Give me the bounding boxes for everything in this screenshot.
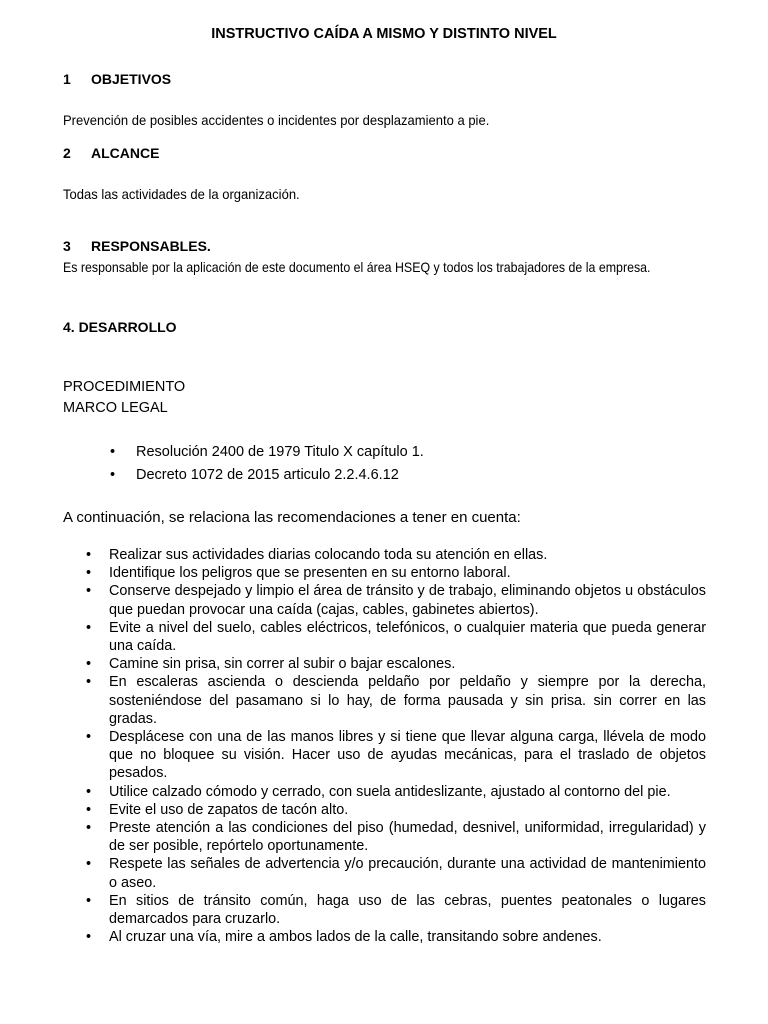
bullet-icon: •: [86, 656, 92, 673]
recommendation-text: Evite el uso de zapatos de tacón alto.: [109, 801, 349, 818]
document-title: INSTRUCTIVO CAÍDA A MISMO Y DISTINTO NIVEL: [211, 26, 557, 42]
list-item: [86, 783, 706, 801]
list-item: [86, 619, 706, 655]
section-heading-objetivos: [63, 71, 171, 87]
bullet-icon: •: [86, 583, 92, 600]
section-heading-alcance: [63, 145, 159, 161]
bullet-icon: •: [110, 444, 116, 460]
list-item: [86, 728, 706, 783]
recommendation-text: En sitios de tránsito común, haga uso de las cebras, puentes peatonales o lugares demarcados para cruzarlo.: [109, 892, 706, 928]
section-text-alcance: Todas las actividades de la organización.: [63, 186, 300, 202]
list-item: [110, 465, 424, 488]
section-number: 2: [63, 145, 71, 161]
bullet-icon: •: [86, 619, 92, 636]
bullet-icon: •: [86, 892, 92, 909]
recommendation-text: Utilice calzado cómodo y cerrado, con suela antideslizante, ajustado al contorno del pie.: [109, 783, 671, 800]
recommendation-text: Preste atención a las condiciones del piso (humedad, desnivel, uniformidad, irregularidad) y de ser posible, repórtelo oportunamente.: [109, 820, 706, 855]
recommendation-text: Camine sin prisa, sin correr al subir o bajar escalones.: [109, 656, 456, 673]
recommendation-text: Al cruzar una vía, mire a ambos lados de la calle, transitando sobre andenes.: [109, 929, 602, 946]
legal-item-text: Resolución 2400 de 1979 Titulo X capítulo 1.: [136, 444, 424, 460]
bullet-icon: •: [86, 929, 92, 946]
marco-legal-label: MARCO LEGAL: [63, 400, 168, 416]
bullet-icon: •: [86, 801, 92, 818]
recommendation-text: Realizar sus actividades diarias colocando toda su atención en ellas.: [109, 547, 548, 563]
section-title: RESPONSABLES.: [91, 238, 211, 254]
list-item: [86, 819, 706, 855]
recommendation-text: Identifique los peligros que se presenten en su entorno laboral.: [109, 565, 511, 582]
bullet-icon: •: [110, 467, 116, 483]
section-title: ALCANCE: [91, 145, 160, 161]
bullet-icon: •: [86, 783, 92, 800]
list-item: [86, 928, 706, 946]
bullet-icon: •: [86, 565, 92, 582]
section-heading-desarrollo: 4. DESARROLLO: [63, 319, 177, 335]
recommendation-text: Desplácese con una de las manos libres y si tiene que llevar alguna carga, llévela de modo que no bloquee su visión. Hacer uso de ayudas mecánicas, para el traslado de objetos pesados.: [109, 729, 706, 782]
bullet-icon: •: [86, 856, 92, 873]
bullet-icon: •: [86, 820, 92, 837]
list-item: [86, 564, 706, 582]
list-item: [86, 582, 706, 618]
bullet-icon: •: [86, 674, 92, 691]
section-text-objetivos: Prevención de posibles accidentes o incidentes por desplazamiento a pie.: [63, 112, 490, 128]
legal-references-list: [110, 442, 424, 488]
list-item: [86, 655, 706, 673]
list-item: [86, 673, 706, 728]
list-item: [110, 442, 424, 465]
list-item: [86, 546, 706, 564]
recommendation-text: Conserve despejado y limpio el área de tránsito y de trabajo, eliminando objetos u obstáculos que puedan provocar una caída (cajas, cables, gabinetes abiertos).: [109, 583, 706, 618]
recommendations-list: [86, 546, 706, 946]
list-item: [86, 892, 706, 928]
section-heading-responsables: [63, 238, 211, 254]
bullet-icon: •: [86, 729, 92, 746]
recommendation-text: Respete las señales de advertencia y/o precaución, durante una actividad de mantenimiento o aseo.: [109, 856, 706, 891]
legal-item-text: Decreto 1072 de 2015 articulo 2.2.4.6.12: [136, 467, 399, 483]
recommendation-text: Evite a nivel del suelo, cables eléctricos, telefónicos, o cualquier materia que pueda generar una caída.: [109, 619, 706, 655]
recommendations-intro: A continuación, se relaciona las recomendaciones a tener en cuenta:: [63, 509, 521, 526]
list-item: [86, 855, 706, 891]
procedimiento-label: PROCEDIMIENTO: [63, 379, 186, 395]
section-number: 3: [63, 238, 71, 254]
section-number: 1: [63, 71, 71, 87]
section-title: OBJETIVOS: [91, 71, 172, 87]
bullet-icon: •: [86, 547, 92, 563]
recommendation-text: En escaleras ascienda o descienda peldaño por peldaño y siempre por la derecha, sosteniéndose del pasamano si lo hay, de forma pausada y sin prisa. sin correr en las gradas.: [109, 674, 706, 727]
section-text-responsables: Es responsable por la aplicación de este documento el área HSEQ y todos los trabajadores de la empresa.: [63, 259, 651, 275]
list-item: [86, 801, 706, 819]
